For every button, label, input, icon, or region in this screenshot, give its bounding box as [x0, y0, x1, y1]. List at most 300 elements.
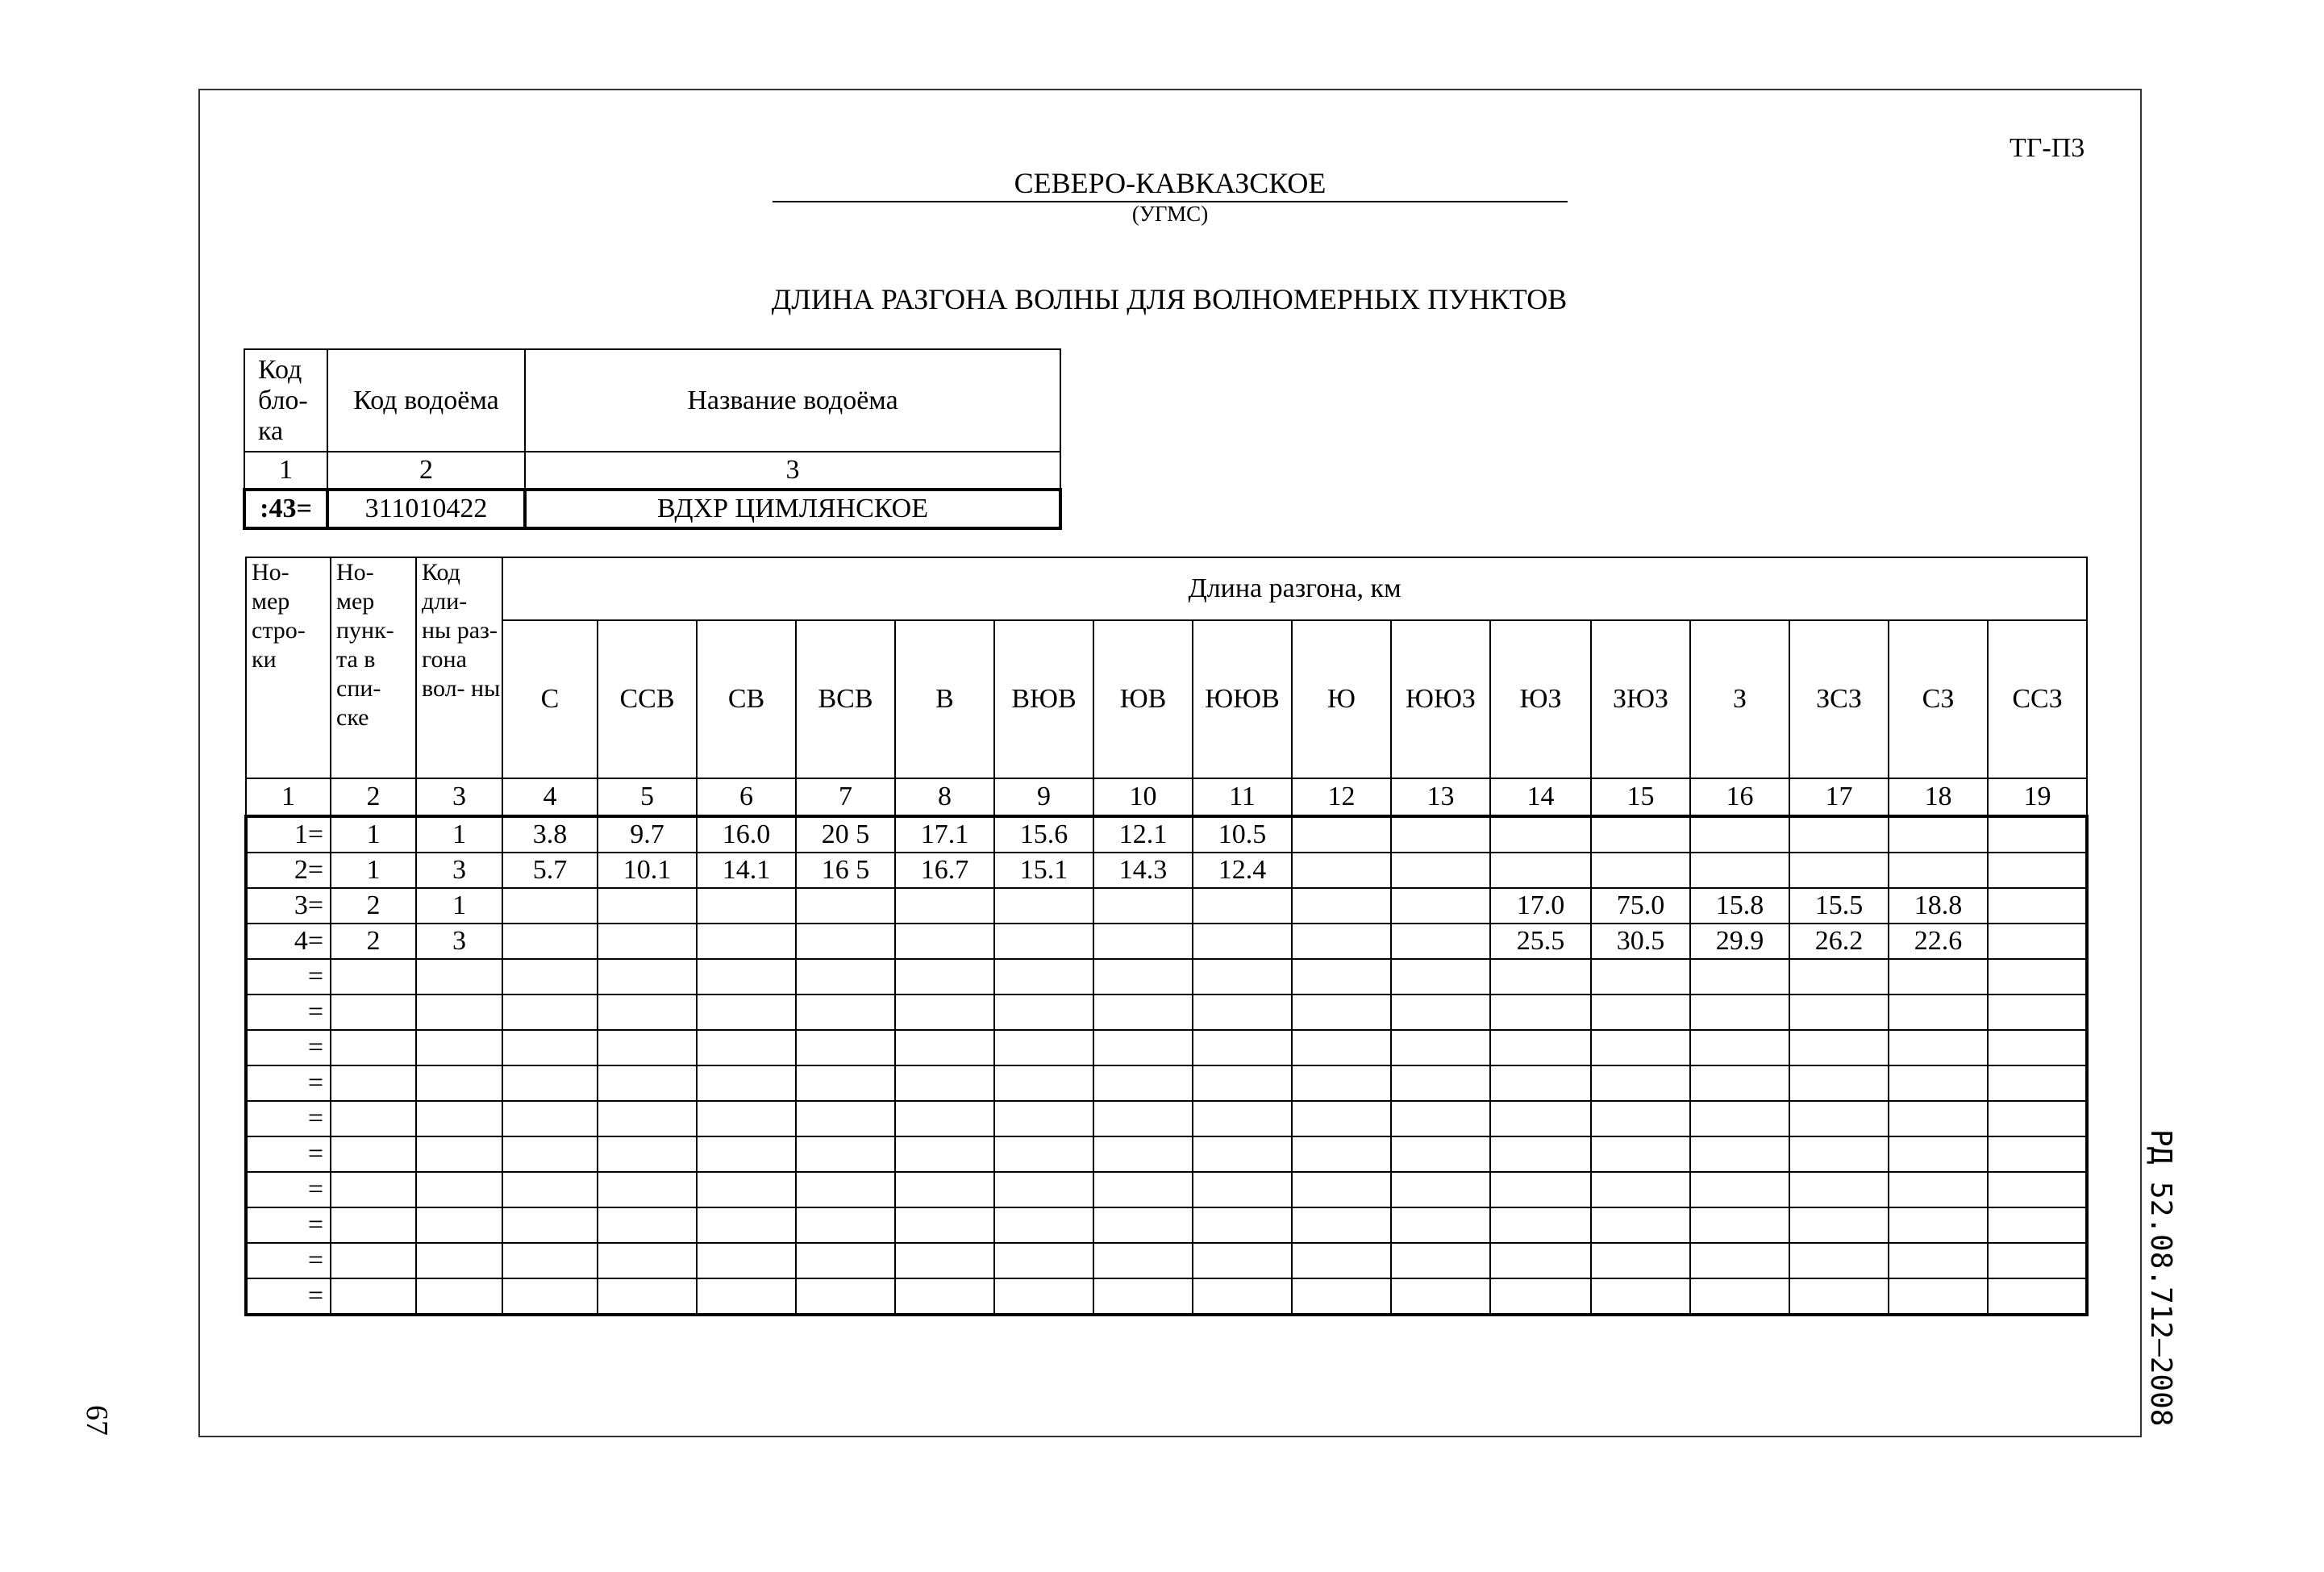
- table-cell: [1591, 994, 1690, 1030]
- table-cell: [697, 1065, 796, 1101]
- table-cell: 1: [331, 816, 416, 853]
- table-cell: =: [246, 1030, 331, 1065]
- table-cell: [416, 1243, 502, 1278]
- table-cell: [416, 1030, 502, 1065]
- table-cell: [796, 1207, 895, 1243]
- table-cell: [598, 888, 697, 924]
- table-cell: [598, 1243, 697, 1278]
- header-fetch-length: Длина разгона, км: [502, 557, 2087, 620]
- table-cell: [1490, 1172, 1591, 1207]
- table-cell: [1490, 816, 1591, 853]
- table-cell: [1988, 924, 2087, 959]
- table-cell: [1292, 1136, 1391, 1172]
- table-cell: [796, 1030, 895, 1065]
- table-cell: [1391, 1030, 1490, 1065]
- fetch-length-table: [244, 557, 2089, 1316]
- table-cell: [1591, 959, 1690, 994]
- table-cell: [697, 1136, 796, 1172]
- table-cell: 2=: [246, 853, 331, 888]
- direction-header: СЗ: [1889, 620, 1988, 778]
- table-cell: [1193, 1101, 1292, 1136]
- table-cell: [796, 924, 895, 959]
- table-cell: [697, 994, 796, 1030]
- table-cell: [1391, 1065, 1490, 1101]
- table-row: [246, 1136, 2087, 1172]
- column-number: 17: [1789, 778, 1889, 816]
- table-cell: [1988, 1065, 2087, 1101]
- table-cell: [1292, 1278, 1391, 1315]
- table-cell: [994, 888, 1093, 924]
- table-cell: 17.0: [1490, 888, 1591, 924]
- header-block-code: Код бло- ка: [244, 349, 327, 452]
- table-cell: [1490, 853, 1591, 888]
- table-cell: [331, 1065, 416, 1101]
- table-cell: [1193, 1136, 1292, 1172]
- table-cell: [1490, 959, 1591, 994]
- table-cell: [416, 1278, 502, 1315]
- direction-header: ССВ: [598, 620, 697, 778]
- table-cell: [502, 1030, 598, 1065]
- column-number: 5: [598, 778, 697, 816]
- table-cell: [1789, 816, 1889, 853]
- table-cell: [331, 1030, 416, 1065]
- table-row: [246, 853, 2087, 888]
- table-cell: [1889, 1278, 1988, 1315]
- column-number: 8: [895, 778, 994, 816]
- table-row: [246, 1101, 2087, 1136]
- table-cell: [994, 1101, 1093, 1136]
- direction-header: З: [1690, 620, 1789, 778]
- table-cell: [1591, 1278, 1690, 1315]
- table-cell: [796, 959, 895, 994]
- table-cell: [1490, 1243, 1591, 1278]
- table-cell: 16 5: [796, 853, 895, 888]
- table-row: [246, 1278, 2087, 1315]
- document-title: ДЛИНА РАЗГОНА ВОЛНЫ ДЛЯ ВОЛНОМЕРНЫХ ПУНКТОВ: [771, 283, 1568, 315]
- table-cell: [1292, 1065, 1391, 1101]
- table-cell: 26.2: [1789, 924, 1889, 959]
- table-cell: [697, 1207, 796, 1243]
- table-cell: [1391, 1278, 1490, 1315]
- column-number: 9: [994, 778, 1093, 816]
- block-code-value: :43=: [244, 490, 327, 528]
- table-cell: [1292, 1030, 1391, 1065]
- table-cell: [416, 1065, 502, 1101]
- table-cell: [1193, 1030, 1292, 1065]
- table-cell: [416, 1101, 502, 1136]
- column-number: 15: [1591, 778, 1690, 816]
- table-cell: [1093, 1278, 1193, 1315]
- waterbody-code-value: 311010422: [327, 490, 525, 528]
- table-cell: [598, 1172, 697, 1207]
- table-cell: [1789, 1278, 1889, 1315]
- column-number: 1: [246, 778, 331, 816]
- table-cell: [331, 1207, 416, 1243]
- table-cell: 10.5: [1193, 816, 1292, 853]
- table-cell: [697, 888, 796, 924]
- table-cell: [697, 1030, 796, 1065]
- direction-header: СВ: [697, 620, 796, 778]
- table-cell: 3.8: [502, 816, 598, 853]
- table-cell: =: [246, 1243, 331, 1278]
- table-cell: =: [246, 1101, 331, 1136]
- table-row: [246, 1172, 2087, 1207]
- table-cell: [331, 1101, 416, 1136]
- table-cell: [1490, 1136, 1591, 1172]
- column-number: 7: [796, 778, 895, 816]
- table-row: [246, 1207, 2087, 1243]
- table-cell: [416, 959, 502, 994]
- table-cell: [1690, 853, 1789, 888]
- table-cell: [502, 1278, 598, 1315]
- table-cell: 4=: [246, 924, 331, 959]
- table-cell: [895, 1136, 994, 1172]
- table-cell: [895, 924, 994, 959]
- table-cell: [994, 1243, 1093, 1278]
- table-cell: [1789, 1065, 1889, 1101]
- table-cell: [994, 994, 1093, 1030]
- form-code: ТГ-П3: [2010, 133, 2085, 163]
- table-cell: [598, 924, 697, 959]
- table-cell: [1292, 816, 1391, 853]
- table-cell: [1193, 1065, 1292, 1101]
- table-cell: [331, 1243, 416, 1278]
- table-cell: [796, 1136, 895, 1172]
- table-cell: [1093, 1065, 1193, 1101]
- table-cell: [895, 994, 994, 1030]
- table-cell: [598, 1278, 697, 1315]
- header-row-number: Но- мер стро- ки: [246, 557, 331, 778]
- table-cell: [1889, 1065, 1988, 1101]
- table-cell: [598, 959, 697, 994]
- table-cell: 15.6: [994, 816, 1093, 853]
- table-cell: 1=: [246, 816, 331, 853]
- table-cell: 14.3: [1093, 853, 1193, 888]
- direction-header: ВСВ: [796, 620, 895, 778]
- table-cell: [1690, 816, 1789, 853]
- table-cell: 15.8: [1690, 888, 1789, 924]
- table-cell: [1591, 1136, 1690, 1172]
- table-cell: [1789, 853, 1889, 888]
- table-cell: [1490, 994, 1591, 1030]
- table-cell: [502, 1243, 598, 1278]
- table-cell: [1292, 959, 1391, 994]
- table-cell: [1591, 1030, 1690, 1065]
- table-cell: [1690, 1065, 1789, 1101]
- table-cell: [697, 1172, 796, 1207]
- table-cell: [1988, 1172, 2087, 1207]
- table-cell: [1988, 1030, 2087, 1065]
- table-cell: [502, 924, 598, 959]
- column-number: 4: [502, 778, 598, 816]
- table-cell: [598, 1030, 697, 1065]
- table-cell: [598, 1207, 697, 1243]
- table-cell: [1988, 1136, 2087, 1172]
- table-cell: [1988, 888, 2087, 924]
- table-cell: [598, 1065, 697, 1101]
- table-cell: [1490, 1101, 1591, 1136]
- table-cell: [895, 1243, 994, 1278]
- column-number: 13: [1391, 778, 1490, 816]
- table-cell: [1093, 1172, 1193, 1207]
- table-cell: [895, 888, 994, 924]
- header-waterbody-code: Код водоёма: [327, 349, 525, 452]
- table-cell: [1193, 959, 1292, 994]
- table-cell: [697, 1278, 796, 1315]
- table-cell: [1292, 888, 1391, 924]
- table-row: [246, 924, 2087, 959]
- table-cell: [796, 1101, 895, 1136]
- table-cell: [502, 1207, 598, 1243]
- table-cell: 3=: [246, 888, 331, 924]
- table-cell: 75.0: [1591, 888, 1690, 924]
- table-cell: [1889, 1101, 1988, 1136]
- table-cell: [1690, 1030, 1789, 1065]
- table-cell: [1889, 994, 1988, 1030]
- table-cell: [796, 1065, 895, 1101]
- table-cell: [598, 1101, 697, 1136]
- table-cell: [1789, 1101, 1889, 1136]
- table-row: [246, 1065, 2087, 1101]
- column-number: 19: [1988, 778, 2087, 816]
- table-cell: [416, 1172, 502, 1207]
- direction-header: ЗСЗ: [1789, 620, 1889, 778]
- table-cell: [994, 924, 1093, 959]
- direction-header: Ю: [1292, 620, 1391, 778]
- table-cell: [1988, 994, 2087, 1030]
- table-cell: 16.7: [895, 853, 994, 888]
- column-number: 10: [1093, 778, 1193, 816]
- table-row: [246, 959, 2087, 994]
- table-cell: [1193, 924, 1292, 959]
- table-cell: [1292, 1207, 1391, 1243]
- table-row: [246, 994, 2087, 1030]
- table-cell: [1292, 994, 1391, 1030]
- table-cell: 12.1: [1093, 816, 1193, 853]
- direction-header: ЮЮЗ: [1391, 620, 1490, 778]
- table-cell: 15.1: [994, 853, 1093, 888]
- table-cell: [1093, 994, 1193, 1030]
- direction-header: ЗЮЗ: [1591, 620, 1690, 778]
- table-cell: [1988, 1243, 2087, 1278]
- table-cell: [1690, 1243, 1789, 1278]
- table-cell: [1193, 888, 1292, 924]
- table-cell: [1889, 1030, 1988, 1065]
- table-cell: 5.7: [502, 853, 598, 888]
- table-cell: [1789, 994, 1889, 1030]
- direction-header: ЮЮВ: [1193, 620, 1292, 778]
- table-cell: [331, 1136, 416, 1172]
- table-cell: 17.1: [895, 816, 994, 853]
- table-cell: 25.5: [1490, 924, 1591, 959]
- table-cell: [1292, 1172, 1391, 1207]
- table-cell: [1391, 816, 1490, 853]
- table-cell: 2: [331, 888, 416, 924]
- table-cell: [1093, 1207, 1193, 1243]
- block-table: [243, 348, 1062, 530]
- table-cell: [1391, 1243, 1490, 1278]
- document-code: РД 52.08.712–2008: [2144, 1129, 2177, 1427]
- table-cell: [1193, 1243, 1292, 1278]
- table-cell: [994, 1136, 1093, 1172]
- table-cell: [1889, 853, 1988, 888]
- table-cell: [895, 1101, 994, 1136]
- table-cell: 12.4: [1193, 853, 1292, 888]
- table-cell: [1690, 959, 1789, 994]
- table-cell: [1789, 1030, 1889, 1065]
- col-number: 1: [244, 452, 327, 490]
- table-cell: [1889, 1207, 1988, 1243]
- table-cell: [502, 959, 598, 994]
- table-cell: [1889, 959, 1988, 994]
- table-cell: [598, 994, 697, 1030]
- table-cell: [796, 888, 895, 924]
- column-number: 2: [331, 778, 416, 816]
- table-cell: [994, 1207, 1093, 1243]
- table-cell: [1391, 959, 1490, 994]
- table-cell: [1591, 1065, 1690, 1101]
- table-cell: [1591, 1207, 1690, 1243]
- table-cell: [502, 1065, 598, 1101]
- table-cell: 10.1: [598, 853, 697, 888]
- table-cell: [1391, 1172, 1490, 1207]
- table-cell: 15.5: [1789, 888, 1889, 924]
- table-cell: 16.0: [697, 816, 796, 853]
- table-cell: [1789, 1172, 1889, 1207]
- table-cell: =: [246, 1207, 331, 1243]
- direction-header: С: [502, 620, 598, 778]
- table-cell: [1391, 994, 1490, 1030]
- direction-header: ВЮВ: [994, 620, 1093, 778]
- table-cell: 20 5: [796, 816, 895, 853]
- table-cell: [1292, 1243, 1391, 1278]
- column-number: 14: [1490, 778, 1591, 816]
- table-cell: =: [246, 959, 331, 994]
- column-number: 3: [416, 778, 502, 816]
- table-cell: [1093, 1136, 1193, 1172]
- table-cell: 1: [416, 888, 502, 924]
- table-cell: [994, 1030, 1093, 1065]
- table-cell: =: [246, 1065, 331, 1101]
- table-cell: [416, 1136, 502, 1172]
- col-number: 2: [327, 452, 525, 490]
- table-cell: [1292, 853, 1391, 888]
- table-cell: [331, 959, 416, 994]
- table-cell: [502, 1136, 598, 1172]
- header-fetch-code: Код дли- ны раз- гона вол- ны: [416, 557, 502, 778]
- table-cell: [1988, 816, 2087, 853]
- table-cell: [1391, 1136, 1490, 1172]
- table-row: [246, 816, 2087, 853]
- table-cell: 3: [416, 924, 502, 959]
- table-cell: [1591, 853, 1690, 888]
- table-cell: [502, 1172, 598, 1207]
- table-cell: [1391, 924, 1490, 959]
- table-cell: 9.7: [598, 816, 697, 853]
- table-cell: [502, 888, 598, 924]
- table-cell: =: [246, 1136, 331, 1172]
- table-cell: =: [246, 1172, 331, 1207]
- col-number: 3: [525, 452, 1060, 490]
- table-cell: [1093, 959, 1193, 994]
- column-number: 16: [1690, 778, 1789, 816]
- table-cell: [1690, 1136, 1789, 1172]
- table-cell: [331, 994, 416, 1030]
- column-number: 11: [1193, 778, 1292, 816]
- table-cell: [1391, 853, 1490, 888]
- table-cell: [1789, 1136, 1889, 1172]
- table-cell: [1988, 959, 2087, 994]
- table-cell: [1093, 1243, 1193, 1278]
- table-cell: [796, 1278, 895, 1315]
- header-waterbody-name: Название водоёма: [525, 349, 1060, 452]
- table-cell: [1988, 1101, 2087, 1136]
- table-cell: 30.5: [1591, 924, 1690, 959]
- table-cell: [895, 959, 994, 994]
- organization-name: СЕВЕРО-КАВКАЗСКОЕ: [773, 165, 1568, 202]
- table-cell: [1093, 1101, 1193, 1136]
- table-cell: [1591, 816, 1690, 853]
- table-cell: [994, 959, 1093, 994]
- table-cell: [502, 1101, 598, 1136]
- table-cell: [1391, 1207, 1490, 1243]
- table-cell: [416, 1207, 502, 1243]
- table-cell: [1988, 1278, 2087, 1315]
- table-cell: [1889, 1172, 1988, 1207]
- table-cell: 22.6: [1889, 924, 1988, 959]
- table-cell: 1: [416, 816, 502, 853]
- table-cell: [895, 1172, 994, 1207]
- table-cell: [895, 1065, 994, 1101]
- table-cell: [994, 1065, 1093, 1101]
- table-cell: [1490, 1065, 1591, 1101]
- table-cell: 3: [416, 853, 502, 888]
- table-cell: [1193, 1278, 1292, 1315]
- table-cell: [697, 959, 796, 994]
- direction-header: ЮВ: [1093, 620, 1193, 778]
- table-cell: [895, 1030, 994, 1065]
- direction-header: В: [895, 620, 994, 778]
- table-cell: [994, 1278, 1093, 1315]
- table-cell: [1789, 959, 1889, 994]
- table-cell: [1690, 1207, 1789, 1243]
- table-cell: [1889, 1243, 1988, 1278]
- direction-header: ЮЗ: [1490, 620, 1591, 778]
- table-cell: 14.1: [697, 853, 796, 888]
- table-cell: 18.8: [1889, 888, 1988, 924]
- table-cell: [1193, 994, 1292, 1030]
- table-cell: [994, 1172, 1093, 1207]
- table-cell: [796, 994, 895, 1030]
- table-cell: [1690, 1101, 1789, 1136]
- column-number: 6: [697, 778, 796, 816]
- table-cell: [895, 1278, 994, 1315]
- direction-header: ССЗ: [1988, 620, 2087, 778]
- table-cell: [1690, 1172, 1789, 1207]
- table-cell: [1093, 1030, 1193, 1065]
- table-cell: [502, 994, 598, 1030]
- table-cell: [1591, 1243, 1690, 1278]
- table-cell: [895, 1207, 994, 1243]
- table-cell: [1093, 888, 1193, 924]
- table-cell: [796, 1243, 895, 1278]
- table-cell: [331, 1172, 416, 1207]
- table-cell: [1093, 924, 1193, 959]
- table-cell: [598, 1136, 697, 1172]
- table-cell: =: [246, 994, 331, 1030]
- table-cell: [1391, 888, 1490, 924]
- table-row: [246, 888, 2087, 924]
